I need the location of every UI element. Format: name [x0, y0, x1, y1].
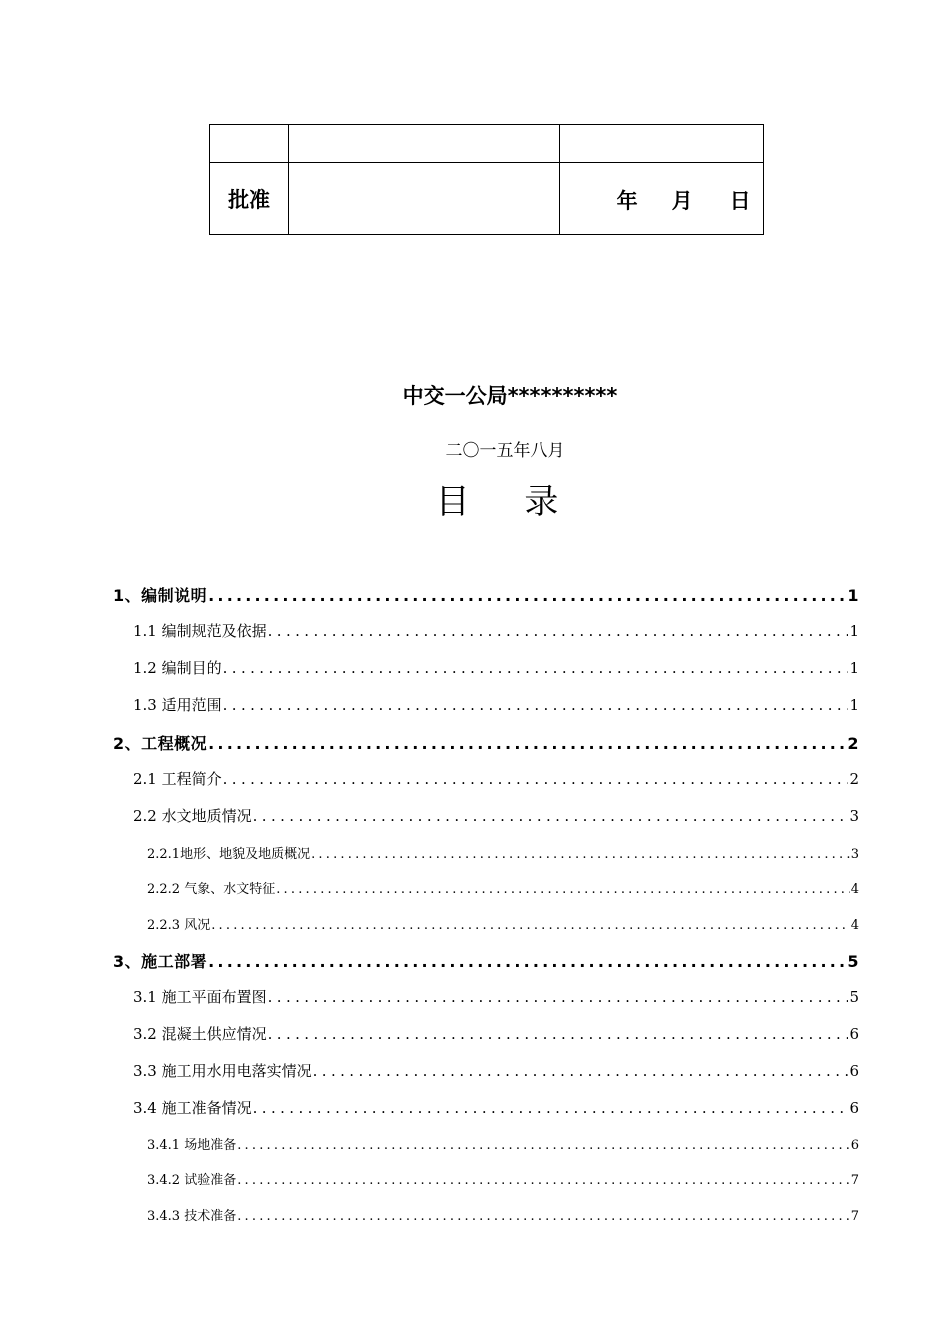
approval-row [210, 163, 764, 235]
toc-entry[interactable] [147, 878, 859, 897]
toc-entry[interactable] [147, 1169, 859, 1188]
toc-entry-title: 3.2 混凝土供应情况 [133, 1025, 267, 1043]
toc-entry[interactable] [147, 843, 859, 862]
toc-entry-page: 7 [850, 1173, 859, 1188]
toc-entry-page: 1 [849, 659, 859, 677]
toc-entry-title: 1.1 编制规范及依据 [133, 622, 267, 640]
toc-leader-dots [237, 1138, 850, 1153]
toc-entry-title: 2.2.1地形、地貌及地质概况 [147, 847, 311, 862]
toc-entry-title: 2、工程概况 [113, 734, 208, 753]
table-cell [289, 125, 559, 163]
toc-leader-dots [211, 918, 850, 933]
toc-entry-page: 1 [849, 622, 859, 640]
approval-table [209, 124, 764, 235]
approval-date-cell [559, 163, 763, 235]
toc-entry[interactable] [133, 768, 859, 789]
toc-leader-dots [223, 696, 849, 714]
toc-entry-title: 3、施工部署 [113, 952, 208, 971]
toc-entry-page: 2 [849, 770, 859, 788]
toc-leader-dots [253, 807, 849, 825]
toc-entry-title: 2.2.3 风况 [147, 918, 211, 933]
toc-entry-page: 7 [850, 1209, 859, 1224]
toc-entry-title: 3.4.1 场地准备 [147, 1138, 237, 1153]
toc-leader-dots [311, 847, 850, 862]
toc-entry[interactable] [133, 805, 859, 826]
toc-entry[interactable] [133, 1060, 859, 1081]
toc-entry-title: 2.2.2 气象、水文特征 [147, 882, 276, 897]
toc-leader-dots [268, 1025, 849, 1043]
toc-entry-page: 6 [849, 1062, 859, 1080]
toc-entry-page: 4 [850, 918, 859, 933]
date-year-label: 年 [616, 189, 638, 213]
approval-table-empty-row [210, 125, 764, 163]
toc-entry[interactable] [133, 986, 859, 1007]
toc-entry[interactable] [133, 657, 859, 678]
toc-entry[interactable] [133, 1097, 859, 1118]
table-cell [559, 125, 763, 163]
toc-entry-page: 1 [849, 696, 859, 714]
toc-entry-title: 3.1 施工平面布置图 [133, 988, 267, 1006]
toc-leader-dots [237, 1173, 850, 1188]
toc-entry[interactable] [147, 1205, 859, 1224]
toc-leader-dots [253, 1099, 849, 1117]
toc-entry-title: 3.4.2 试验准备 [147, 1173, 237, 1188]
toc-leader-dots [276, 882, 850, 897]
toc-leader-dots [208, 734, 846, 753]
organization-name: 中交一公局********** [402, 384, 618, 408]
toc-entry[interactable] [147, 1134, 859, 1153]
date-month-label: 月 [671, 189, 693, 213]
toc-entry-page: 3 [849, 807, 859, 825]
toc-entry-title: 1.2 编制目的 [133, 659, 222, 677]
document-date: 二〇一五年八月 [445, 441, 565, 461]
toc-entry-page: 5 [849, 988, 859, 1006]
toc-entry[interactable] [133, 1023, 859, 1044]
toc-entry[interactable] [133, 694, 859, 715]
toc-entry[interactable] [113, 731, 859, 754]
toc-entry-page: 6 [850, 1138, 859, 1153]
toc-entry-title: 3.4 施工准备情况 [133, 1099, 252, 1117]
toc-entry-title: 1.3 适用范围 [133, 696, 222, 714]
signature-cell [289, 163, 559, 235]
toc-leader-dots [208, 586, 846, 605]
toc-entry-page: 1 [847, 586, 859, 605]
toc-leader-dots [237, 1209, 850, 1224]
toc-leader-dots [268, 988, 849, 1006]
toc-entry[interactable] [147, 914, 859, 933]
toc-entry-page: 6 [849, 1025, 859, 1043]
approve-label: 批准 [210, 163, 289, 235]
toc-entry[interactable] [113, 583, 859, 606]
toc-leader-dots [313, 1062, 849, 1080]
toc-leader-dots [223, 770, 849, 788]
toc-entry-page: 4 [850, 882, 859, 897]
toc-entry-title: 2.2 水文地质情况 [133, 807, 252, 825]
toc-entry-title: 2.1 工程简介 [133, 770, 222, 788]
toc-entry[interactable] [133, 620, 859, 641]
toc-entry-page: 3 [850, 847, 859, 862]
date-day-label: 日 [729, 189, 751, 213]
toc-leader-dots [223, 659, 849, 677]
toc-entry[interactable] [113, 949, 859, 972]
table-cell [210, 125, 289, 163]
toc-entry-title: 3.4.3 技术准备 [147, 1209, 237, 1224]
toc-title: 目 录 [435, 482, 581, 522]
toc-entry-title: 3.3 施工用水用电落实情况 [133, 1062, 312, 1080]
toc-entry-page: 5 [847, 952, 859, 971]
toc-leader-dots [268, 622, 849, 640]
toc-entry-page: 2 [847, 734, 859, 753]
toc-entry-title: 1、编制说明 [113, 586, 208, 605]
toc-leader-dots [208, 952, 846, 971]
toc-entry-page: 6 [849, 1099, 859, 1117]
